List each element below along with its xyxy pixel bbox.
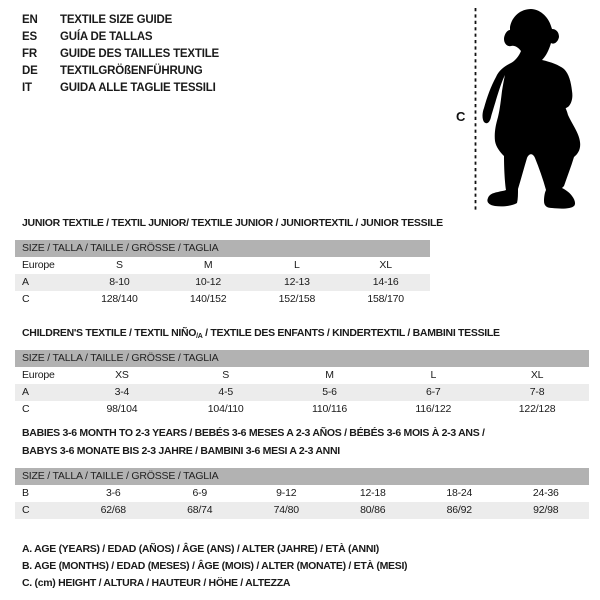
babies-title-line1: BABIES 3-6 MONTH TO 2-3 YEARS / BEBÉS 3-6 MESES A 2-3 AÑOS / BÉBÉS 3-6 MOIS À 2-3 ANS / — [22, 427, 485, 439]
size-cell: XL — [379, 259, 392, 271]
baby-silhouette-figure — [440, 0, 600, 220]
language-code: EN — [22, 14, 38, 26]
size-cell: 12-13 — [283, 276, 310, 288]
table-row — [15, 274, 430, 291]
footnote-line: B. AGE (MONTHS) / EDAD (MESES) / ÂGE (MOIS) / ALTER (MONATE) / ETÀ (MESI) — [22, 560, 408, 572]
language-row — [22, 80, 219, 97]
size-cell: 5-6 — [322, 386, 337, 398]
size-cell: 8-10 — [109, 276, 130, 288]
size-cell: 98/104 — [106, 403, 138, 415]
size-cell: 12-18 — [359, 487, 386, 499]
row-label: A — [22, 276, 29, 288]
baby-silhouette — [483, 9, 581, 209]
table-row — [15, 401, 589, 418]
language-label: GUÍA DE TALLAS — [60, 31, 153, 43]
size-cell: 92/98 — [533, 504, 559, 516]
junior-size-table — [15, 240, 430, 308]
language-code: IT — [22, 82, 32, 94]
language-label: GUIDE DES TAILLES TEXTILE — [60, 48, 219, 60]
size-cell: 128/140 — [101, 293, 138, 305]
babies-section-title — [22, 424, 485, 460]
row-label: C — [22, 293, 30, 305]
size-cell: 104/110 — [207, 403, 244, 415]
size-cell: 6-9 — [192, 487, 208, 499]
size-header-bar: SIZE / TALLA / TAILLE / GRÖSSE / TAGLIA — [15, 240, 430, 257]
children-title-prefix: CHILDREN'S TEXTILE / TEXTIL NIÑO — [22, 327, 197, 339]
table-row — [15, 257, 430, 274]
language-row — [22, 63, 219, 80]
size-cell: 158/170 — [367, 293, 404, 305]
language-row — [22, 29, 219, 46]
row-label: B — [22, 487, 29, 499]
language-header — [22, 12, 219, 97]
table-row — [15, 502, 589, 519]
size-cell: XL — [530, 369, 544, 381]
size-cell: M — [203, 259, 213, 271]
size-cell: L — [294, 259, 300, 271]
size-cell: 80/86 — [360, 504, 386, 516]
size-cell: 18-24 — [446, 487, 473, 499]
language-code: DE — [22, 65, 38, 77]
language-row — [22, 12, 219, 29]
row-label: C — [22, 504, 30, 516]
table-row — [15, 384, 589, 401]
size-cell: 68/74 — [187, 504, 213, 516]
language-row — [22, 46, 219, 63]
size-cell: 116/122 — [415, 403, 452, 415]
size-cell: 62/68 — [100, 504, 126, 516]
row-label: A — [22, 386, 29, 398]
language-label: TEXTILGRÖßENFÜHRUNG — [60, 65, 203, 77]
junior-section-title: JUNIOR TEXTILE / TEXTIL JUNIOR/ TEXTILE JUNIOR / JUNIORTEXTIL / JUNIOR TESSILE — [22, 217, 443, 229]
table-row — [15, 367, 589, 384]
size-cell: XS — [115, 369, 129, 381]
babies-title-line2: BABYS 3-6 MONATE BIS 2-3 JAHRE / BAMBINI 3-6 MESI A 2-3 ANNI — [22, 445, 340, 457]
size-cell: S — [115, 259, 123, 271]
size-cell: 140/152 — [189, 293, 227, 305]
size-cell: 4-5 — [218, 386, 233, 398]
children-section-title — [22, 327, 500, 340]
row-label: Europe — [22, 259, 55, 271]
footnote-line: A. AGE (YEARS) / EDAD (AÑOS) / ÂGE (ANS) / ALTER (JAHRE) / ETÀ (ANNI) — [22, 543, 379, 555]
size-cell: 86/92 — [446, 504, 472, 516]
height-label: C — [456, 109, 466, 124]
size-header-bar: SIZE / TALLA / TAILLE / GRÖSSE / TAGLIA — [15, 350, 589, 367]
size-cell: 7-8 — [529, 386, 545, 398]
size-cell: 3-6 — [105, 487, 121, 499]
size-cell: 122/128 — [518, 403, 556, 415]
language-code: FR — [22, 48, 37, 60]
row-label: Europe — [22, 369, 55, 381]
language-code: ES — [22, 31, 37, 43]
size-cell: 10-12 — [195, 276, 222, 288]
row-label: C — [22, 403, 30, 415]
footnote-line: C. (cm) HEIGHT / ALTURA / HAUTEUR / HÖHE / ALTEZZA — [22, 577, 291, 589]
babies-size-table — [15, 468, 589, 519]
size-cell: 14-16 — [372, 276, 399, 288]
size-cell: L — [430, 369, 437, 381]
children-title-suffix: / TEXTILE DES ENFANTS / KINDERTEXTIL / BAMBINI TESSILE — [202, 327, 500, 339]
language-label: TEXTILE SIZE GUIDE — [60, 14, 173, 26]
language-label: GUIDA ALLE TAGLIE TESSILI — [60, 82, 216, 94]
table-row — [15, 485, 589, 502]
size-cell: 74/80 — [273, 504, 299, 516]
size-cell: 9-12 — [276, 487, 297, 499]
table-row — [15, 291, 430, 308]
size-header-bar: SIZE / TALLA / TAILLE / GRÖSSE / TAGLIA — [15, 468, 589, 485]
size-cell: 6-7 — [426, 386, 441, 398]
size-cell: 24-36 — [532, 487, 559, 499]
size-cell: 152/158 — [278, 293, 316, 305]
size-cell: S — [222, 369, 230, 381]
size-cell: 110/116 — [311, 403, 347, 415]
size-cell: M — [325, 369, 334, 381]
size-cell: 3-4 — [114, 386, 130, 398]
footnotes — [22, 541, 407, 592]
children-size-table — [15, 350, 589, 418]
children-title-subscript: /A — [196, 333, 203, 340]
